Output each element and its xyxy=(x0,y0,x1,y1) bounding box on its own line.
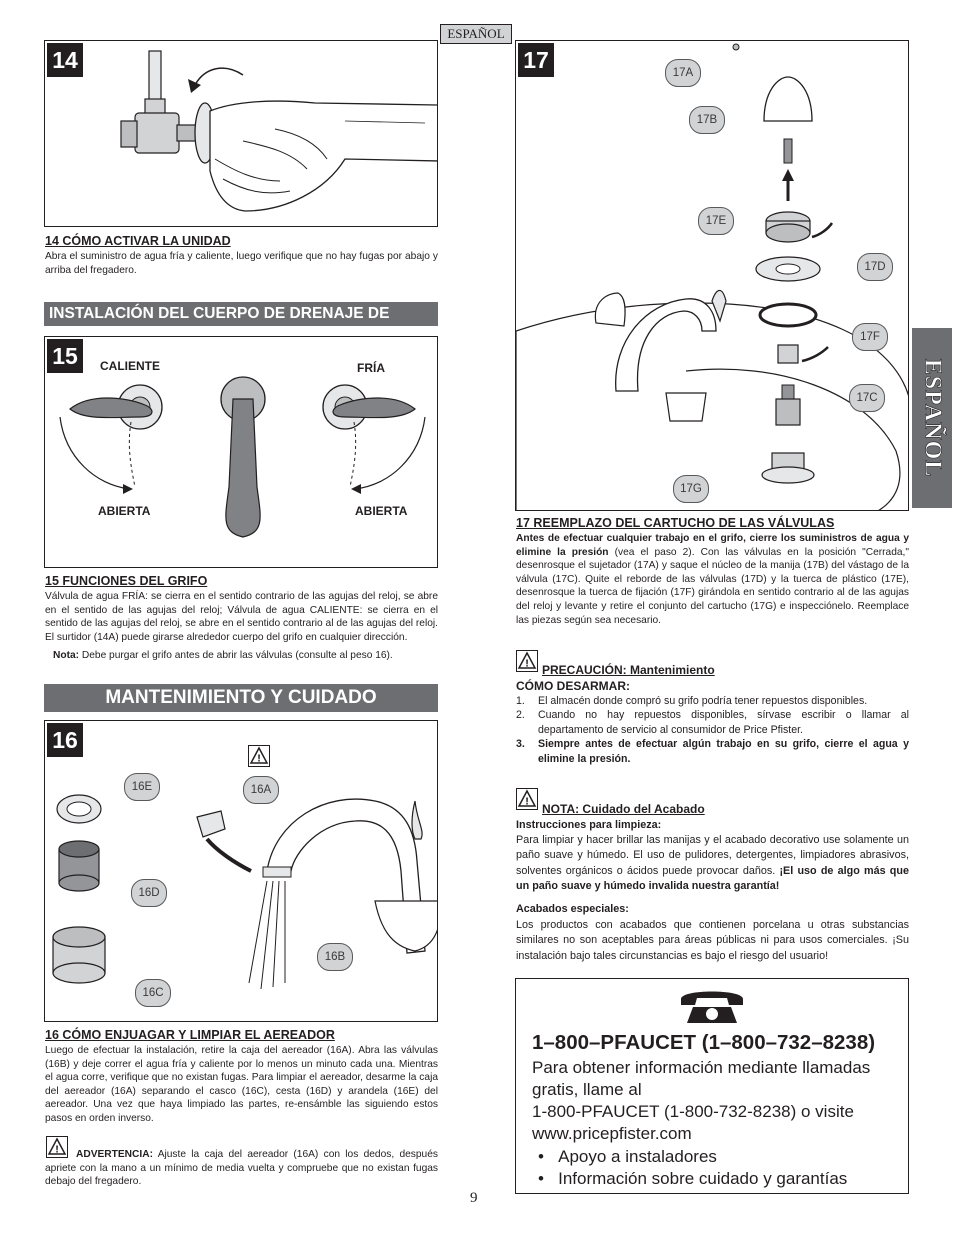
step-14-text: Abra el suministro de agua fría y caliente, luego verifique que no hay fugas por abajo y arriba del fregadero. xyxy=(45,251,438,276)
callout-16d: 16D xyxy=(131,879,167,907)
finish-note-warning: ¡El uso de algo más que un paño suave y húmedo invalida nuestra garantía! xyxy=(516,864,910,893)
step-17-title: 17 REEMPLAZO DEL CARTUCHO DE LAS VÁLVULAS xyxy=(516,516,835,530)
step-number: 16 xyxy=(47,723,83,757)
telephone-icon xyxy=(677,985,747,1025)
step-15-figure xyxy=(44,336,438,568)
callout-17g: 17G xyxy=(673,475,709,503)
hotline-line-1: Para obtener información mediante llamadas xyxy=(532,1058,871,1077)
callout-16b: 16B xyxy=(317,943,353,971)
step-15-text: Válvula de agua FRÍA: se cierra en el sentido contrario de las agujas del reloj, se abre en el sentido de las agujas del reloj; Válvula de agua CALIENTE: se cierra en el sentido de las agujas del reloj, se abre en el sentido contrario al de las agujas del reloj. El surtidor (14A) puede girarse alrededor cuerpo del grifo en cualquier dirección. xyxy=(45,591,438,643)
step-17-figure xyxy=(515,40,909,511)
callout-17a: 17A xyxy=(665,59,701,87)
valve-hand-illustration xyxy=(45,41,438,227)
step-15-note xyxy=(53,649,438,663)
callout-17f: 17F xyxy=(852,323,888,351)
special-finishes-title: Acabados especiales: xyxy=(516,903,629,915)
step-15-title: 15 FUNCIONES DEL GRIFO xyxy=(45,574,208,588)
svg-text:!: ! xyxy=(525,658,529,670)
callout-17b: 17B xyxy=(689,106,725,134)
label-cold: FRÍA xyxy=(357,361,385,375)
step-17-text-rest: (vea el paso 2). Con las válvulas en la posición "Cerrada," desenrosque el sujetador (17A) y saque el núcleo de la manija (17B) del vástago de la válvula (17C). Quite el reborde de las válvulas (17D) y la tuerca de plástico (17E), desenrosque la tuerca de fijación (17F) girándola en sentido contrario al de las agujas del reloj y levante y retire el conjunto del cartucho (17G) e inspecciónelo. Reemplace las piezas según sea necesario. xyxy=(516,546,909,626)
step-number: 17 xyxy=(518,43,554,77)
caution-title: PRECAUCIÓN: Mantenimiento xyxy=(542,663,715,677)
side-tab-label: ESPAÑOL xyxy=(919,358,946,478)
step-16-title: 16 CÓMO ENJUAGAR Y LIMPIAR EL AEREADOR xyxy=(45,1028,335,1042)
callout-17c: 17C xyxy=(849,384,885,412)
hotline-title: 1–800–PFAUCET (1–800–732–8238) xyxy=(532,1031,876,1054)
finish-note-text xyxy=(516,833,909,895)
note-icon xyxy=(516,788,538,810)
label-hot: CALIENTE xyxy=(100,359,160,373)
svg-text:!: ! xyxy=(257,753,261,765)
step-14-figure xyxy=(44,40,438,227)
finish-note-subtitle: Instrucciones para limpieza: xyxy=(516,819,662,831)
list-item: 1. El almacén donde compró su grifo podría tener repuestos disponibles. xyxy=(516,695,868,707)
hotline-line-3: 1-800-PFAUCET (1-800-732-8238) o visite xyxy=(532,1102,854,1121)
step-16-figure xyxy=(44,720,438,1022)
note-label: Nota: xyxy=(53,650,80,661)
warning-label: ADVERTENCIA: xyxy=(76,1149,153,1160)
callout-17d: 17D xyxy=(857,253,893,281)
maintenance-section-banner: MANTENIMIENTO Y CUIDADO xyxy=(44,684,438,712)
hotline-bullet: • Apoyo a instaladores xyxy=(538,1147,717,1166)
faucet-functions-illustration xyxy=(45,337,438,568)
step-16-warning xyxy=(45,1148,438,1189)
step-14-title: 14 CÓMO ACTIVAR LA UNIDAD xyxy=(45,234,231,248)
step-17-text xyxy=(516,532,909,627)
drain-section-banner: INSTALACIÓN DEL CUERPO DE DRENAJE DE xyxy=(44,302,438,326)
callout-17e: 17E xyxy=(698,207,734,235)
step-number: 14 xyxy=(47,43,83,77)
note-text: Debe purgar el grifo antes de abrir las válvulas (consulte al peso 16). xyxy=(81,650,393,661)
side-language-tab xyxy=(912,328,952,508)
step-17-text-bold: Antes de efectuar cualquier trabajo en el grifo, cierre los suministros de agua y elimine la presión xyxy=(516,533,909,558)
caution-icon xyxy=(516,650,538,672)
hotline-bullet: • Información sobre cuidado y garantías xyxy=(538,1169,848,1188)
step-number: 15 xyxy=(47,339,83,373)
list-item: 3. Siempre antes de efectuar algún trabajo en su grifo, cierre el agua y elimine la presión. xyxy=(516,738,909,765)
step-16-text: Luego de efectuar la instalación, retire la caja del aereador (16A). Abra las válvulas (16B) y deje correr el agua fría y caliente por lo menos un minuto cada una. Mientras el agua corre, verifique que no existan fugas. Para limpiar el aereador, desarme la caja del aereador (16A) separando el casco (16C), cesta (16D) y arandela (16E) del aereador. Una vez que haya limpiado las partes, re-ensámble las siguiendo estos pasos en orden inverso. xyxy=(45,1045,438,1124)
warning-text: Ajuste la caja del aereador (16A) con los dedos, después apriete con la mano a un mínimo de media vuelta y compruebe que no existan fugas debajo del fregadero. xyxy=(45,1149,438,1188)
label-open-left: ABIERTA xyxy=(98,504,151,518)
callout-16a: 16A xyxy=(243,776,279,804)
special-finishes-text: Los productos con acabados que contienen porcelana u otras substancias similares no son aceptables para áreas públicas ni para usos comerciales. ¡Su instalación bajo tales circunstancias es bajo el riesgo del usuario! xyxy=(516,919,909,962)
callout-16c: 16C xyxy=(135,979,171,1007)
callout-16e: 16E xyxy=(124,773,160,801)
hotline-box xyxy=(515,978,909,1194)
finish-note-title: NOTA: Cuidado del Acabado xyxy=(542,802,705,816)
svg-text:!: ! xyxy=(525,796,529,808)
list-item: 2. Cuando no hay repuestos disponibles, sírvase escribir o llamar al departamento de servicio al consumidor de Price Pfister. xyxy=(516,709,909,736)
language-tab: ESPAÑOL xyxy=(440,24,512,44)
hotline-url[interactable]: www.pricepfister.com xyxy=(532,1124,692,1143)
label-open-right: ABIERTA xyxy=(355,504,408,518)
warning-icon xyxy=(248,745,270,767)
page-number: 9 xyxy=(470,1190,478,1206)
svg-text:!: ! xyxy=(55,1144,59,1156)
caution-subtitle: CÓMO DESARMAR: xyxy=(516,679,630,693)
caution-list xyxy=(516,694,909,766)
aerator-illustration xyxy=(45,721,438,1022)
hotline-line-2: gratis, llame al xyxy=(532,1080,642,1099)
finish-note-body: Para limpiar y hacer brillar las manijas y el acabado decorativo use solamente un paño suave y húmedo. El uso de pulidores, detergentes, limpiadores abrasivos, solventes orgánicos o ácidos puede provocar daños. xyxy=(516,834,909,877)
